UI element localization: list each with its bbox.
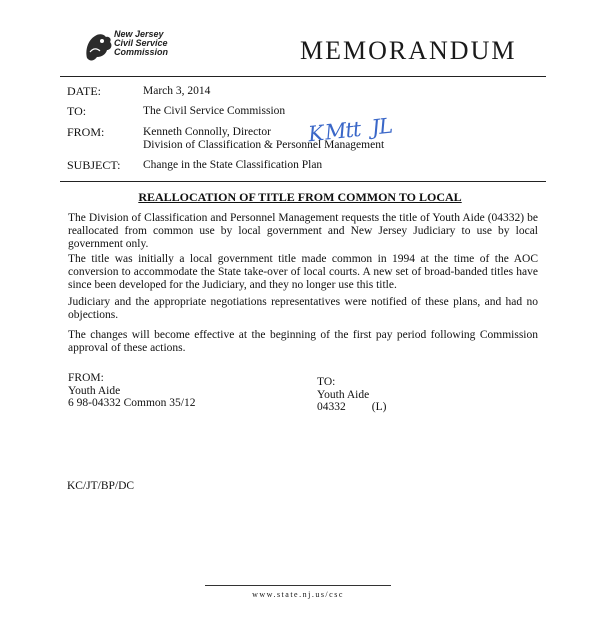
from-block-label: FROM: xyxy=(68,372,104,384)
to-block-code: 04332 xyxy=(317,401,346,413)
memo-title: MEMORANDUM xyxy=(300,36,517,65)
agency-name-line-1: New Jersey xyxy=(114,29,164,39)
agency-name xyxy=(114,30,168,57)
from-label: FROM: xyxy=(67,125,105,139)
body-paragraph-2: The title was initially a local government title made common in 1994 at the time of the AOC conversion to accommodate the State take-over of local courts. A new set of broad-banded titles have since been developed for the Judiciary, and they no longer use this title. xyxy=(68,253,538,291)
date-value: March 3, 2014 xyxy=(143,85,211,97)
to-block-title: Youth Aide xyxy=(317,388,370,401)
header-bottom-rule xyxy=(60,181,546,182)
body-paragraph-3: Judiciary and the appropriate negotiations representatives were notified of these plans, and had no objections. xyxy=(68,296,538,321)
to-block-label: TO: xyxy=(317,376,336,388)
footer-rule xyxy=(205,585,391,586)
to-title-block xyxy=(317,376,386,414)
handwritten-signature: K Mtt JL xyxy=(306,113,393,147)
from-value-line-1: Kenneth Connolly, Director xyxy=(143,126,271,138)
subject-value: Change in the State Classification Plan xyxy=(143,159,323,171)
body-paragraph-1: The Division of Classification and Personnel Management requests the title of Youth Aide (04332) be reallocated from common use by local government and New Jersey Judiciary to use by local government only. xyxy=(68,212,538,250)
footer-url: www.state.nj.us/csc xyxy=(252,590,344,599)
to-block-code-row xyxy=(317,401,386,414)
agency-seal-icon xyxy=(82,28,116,64)
header-top-rule xyxy=(60,76,546,77)
memo-heading: REALLOCATION OF TITLE FROM COMMON TO LOCAL xyxy=(138,190,462,204)
agency-name-line-3: Commission xyxy=(114,47,169,57)
date-label: DATE: xyxy=(67,84,101,98)
from-block-code: 6 98-04332 Common 35/12 xyxy=(68,397,196,409)
from-value-line-2: Division of Classification & Personnel Management xyxy=(143,139,385,151)
from-title-block xyxy=(68,372,195,410)
to-block-suffix: (L) xyxy=(371,401,387,413)
body-paragraph-4: The changes will become effective at the beginning of the first pay period following Commission approval of these actions. xyxy=(68,329,538,354)
to-label: TO: xyxy=(67,104,87,118)
subject-label: SUBJECT: xyxy=(67,158,121,172)
letterhead-logo xyxy=(82,28,202,68)
to-value: The Civil Service Commission xyxy=(143,105,286,117)
from-block-title: Youth Aide xyxy=(68,384,121,397)
reference-initials: KC/JT/BP/DC xyxy=(67,480,135,492)
agency-name-line-2: Civil Service xyxy=(114,38,168,48)
